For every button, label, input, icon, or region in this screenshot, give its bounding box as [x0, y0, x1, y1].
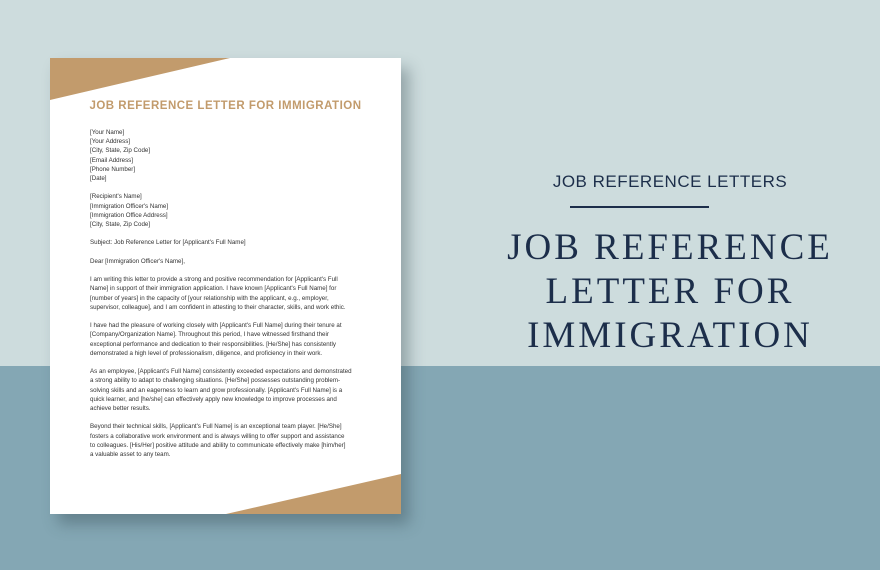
recipient-name: [Recipient's Name]	[90, 193, 142, 201]
paragraph-line: to colleagues. [His/Her] positive attitude and ability to communicate effectively make [him/her]	[90, 441, 346, 449]
letter-body	[90, 128, 370, 459]
template-title	[470, 226, 870, 358]
sender-name: [Your Name]	[90, 129, 125, 136]
paragraph-4	[90, 422, 370, 459]
paragraph-line: demonstrated a high level of professionalism, diligence, and proficiency in their work.	[90, 349, 323, 357]
recipient-city: [City, State, Zip Code]	[90, 221, 151, 229]
template-title-line: LETTER FOR	[545, 271, 795, 312]
recipient-office-address: [Immigration Office Address]	[90, 211, 168, 219]
subtitle-divider	[570, 206, 709, 208]
sender-email: [Email Address]	[90, 156, 133, 164]
paragraph-line: a valuable asset to any team.	[90, 451, 171, 458]
document-title: JOB REFERENCE LETTER FOR IMMIGRATION	[89, 100, 362, 112]
paragraph-line: supervisor, colleague], and I am confident in attesting to their character, skills, and work ethic.	[90, 303, 346, 311]
sender-phone: [Phone Number]	[90, 165, 136, 173]
paragraph-line: solving skills and an eagerness to learn and grow professionally. [Applicant's Full Name] is a	[90, 386, 343, 394]
paragraph-line: Name] in support of their immigration application. I have known [Applicant's Full Name] for	[90, 285, 337, 293]
sender-city: [City, State, Zip Code]	[90, 147, 151, 155]
paragraph-line: quick learner, and [he/she] can effectively apply new knowledge to improve processes and	[90, 395, 337, 403]
paragraph-line: Beyond their technical skills, [Applicant's Full Name] is an exceptional team player. [He/She]	[90, 423, 342, 431]
paragraph-line: I have had the pleasure of working closely with [Applicant's Full Name] during their tenure at	[90, 322, 342, 330]
paragraph-line: fosters a collaborative work environment and is always willing to offer support and assistance	[90, 432, 345, 440]
recipient-block	[90, 192, 370, 229]
letter-document	[50, 58, 401, 514]
bottom-right-corner-accent	[226, 474, 401, 514]
paragraph-1	[90, 275, 370, 312]
template-title-line: JOB REFERENCE	[507, 227, 833, 268]
sender-block	[90, 128, 370, 183]
paragraph-line: As an employee, [Applicant's Full Name] consistently exceeded expectations and demonstrated	[90, 368, 352, 376]
recipient-officer: [Immigration Officer's Name]	[90, 202, 169, 210]
letter-subject: Subject: Job Reference Letter for [Applicant's Full Name]	[90, 239, 246, 247]
paragraph-line: [number of years] in the capacity of [your relationship with the applicant, e.g., employer,	[90, 294, 329, 302]
paragraph-line: achieve better results.	[90, 405, 151, 412]
paragraph-line: [Company/Organization Name]. Throughout this period, I have witnessed firsthand their	[90, 331, 329, 339]
paragraph-2	[90, 321, 370, 358]
paragraph-line: I am writing this letter to provide a strong and positive recommendation for [Applicant's Full	[90, 276, 338, 284]
letter-date: [Date]	[90, 175, 107, 183]
category-subtitle: JOB REFERENCE LETTERS	[552, 172, 788, 191]
paragraph-line: a strong ability to adapt to challenging situations. [He/She] possesses outstanding problem-	[90, 377, 341, 385]
paragraph-3	[90, 367, 370, 413]
template-title-line: IMMIGRATION	[527, 315, 813, 356]
top-left-corner-accent	[50, 58, 230, 100]
sender-address: [Your Address]	[90, 138, 131, 146]
paragraph-line: exceptional performance and dedication to their responsibilities. [He/She] has consistently	[90, 340, 336, 348]
letter-salutation: Dear [Immigration Officer's Name],	[90, 257, 185, 265]
